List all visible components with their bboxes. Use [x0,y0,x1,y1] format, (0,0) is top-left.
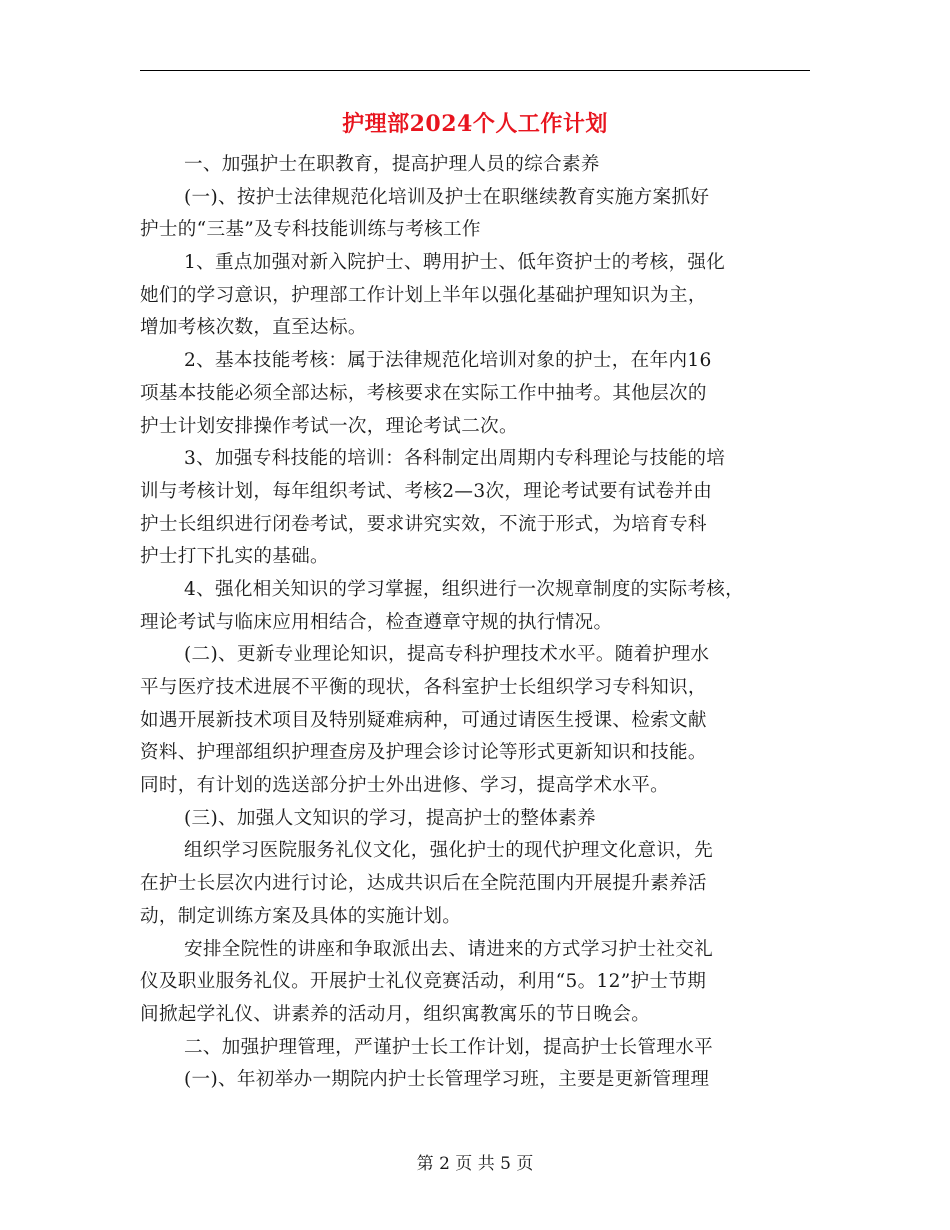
text-line: 动，制定训练方案及具体的实施计划。 [140,905,462,927]
page-number: 第 2 页 共 5 页 [416,1154,534,1174]
text-line: 组织学习医院服务礼仪文化，强化护士的现代护理文化意识，先 [184,840,714,862]
text-line: 如遇开展新技术项目及特别疑难病种，可通过请医生授课、检索文献 [140,709,707,731]
text-line: 训与考核计划，每年组织考试、考核2—3次，理论考试要有试卷并由 [140,480,713,502]
text-line: 一、加强护士在职教育，提高护理人员的综合素养 [184,154,600,175]
text-line: 间掀起学礼仪、讲素养的活动月，组织寓教寓乐的节日晚会。 [140,1003,651,1025]
text-line: 她们的学习意识，护理部工作计划上半年以强化基础护理知识为主， [140,284,707,306]
text-line: (一)、按护士法律规范化培训及护士在职继续教育实施方案抓好 [184,186,710,208]
text-line: 护士的“三基”及专科技能训练与考核工作 [140,219,481,241]
text-line: 2、基本技能考核：属于法律规范化培训对象的护士，在年内16 [184,350,712,372]
text-line: 增加考核次数，直至达标。 [140,317,367,339]
text-line: 护士计划安排操作考试一次，理论考试二次。 [140,415,518,437]
text-line: (三)、加强人文知识的学习，提高护士的整体素养 [184,807,596,829]
text-line: 资料、护理部组织护理查房及护理会诊讨论等形式更新知识和技能。 [140,742,707,764]
text-line: 1、重点加强对新入院护士、聘用护士、低年资护士的考核，强化 [184,252,726,274]
text-line: 安排全院性的讲座和争取派出去、请进来的方式学习护士社交礼 [184,938,714,960]
header-rule [140,70,810,71]
document-title: 护理部2024个人工作计划 [342,111,608,137]
text-line: 4、强化相关知识的学习掌握，组织进行一次规章制度的实际考核， [184,578,745,600]
text-line: 3、加强专科技能的培训：各科制定出周期内专科理论与技能的培 [184,448,726,470]
text-line: 仪及职业服务礼仪。开展护士礼仪竞赛活动，利用“5。12”护士节期 [140,971,707,993]
text-line: 二、加强护理管理，严谨护士长工作计划，提高护士长管理水平 [184,1036,714,1058]
document-body [140,149,812,1097]
text-line: (一)、年初举办一期院内护士长管理学习班，主要是更新管理理 [184,1069,710,1091]
text-line: 在护士长层次内进行讨论，达成共识后在全院范围内开展提升素养活 [140,873,707,895]
text-line: 项基本技能必须全部达标，考核要求在实际工作中抽考。其他层次的 [140,382,707,404]
text-line: 护士长组织进行闭卷考试，要求讲究实效，不流于形式，为培育专科 [140,513,707,535]
text-line: 同时，有计划的选送部分护士外出进修、学习，提高学术水平。 [140,775,670,797]
text-line: (二)、更新专业理论知识，提高专科护理技术水平。随着护理水 [184,644,710,666]
text-line: 平与医疗技术进展不平衡的现状，各科室护士长组织学习专科知识， [140,677,707,698]
text-line: 理论考试与临床应用相结合，检查遵章守规的执行情况。 [140,611,613,633]
text-line: 护士打下扎实的基础。 [140,546,329,568]
